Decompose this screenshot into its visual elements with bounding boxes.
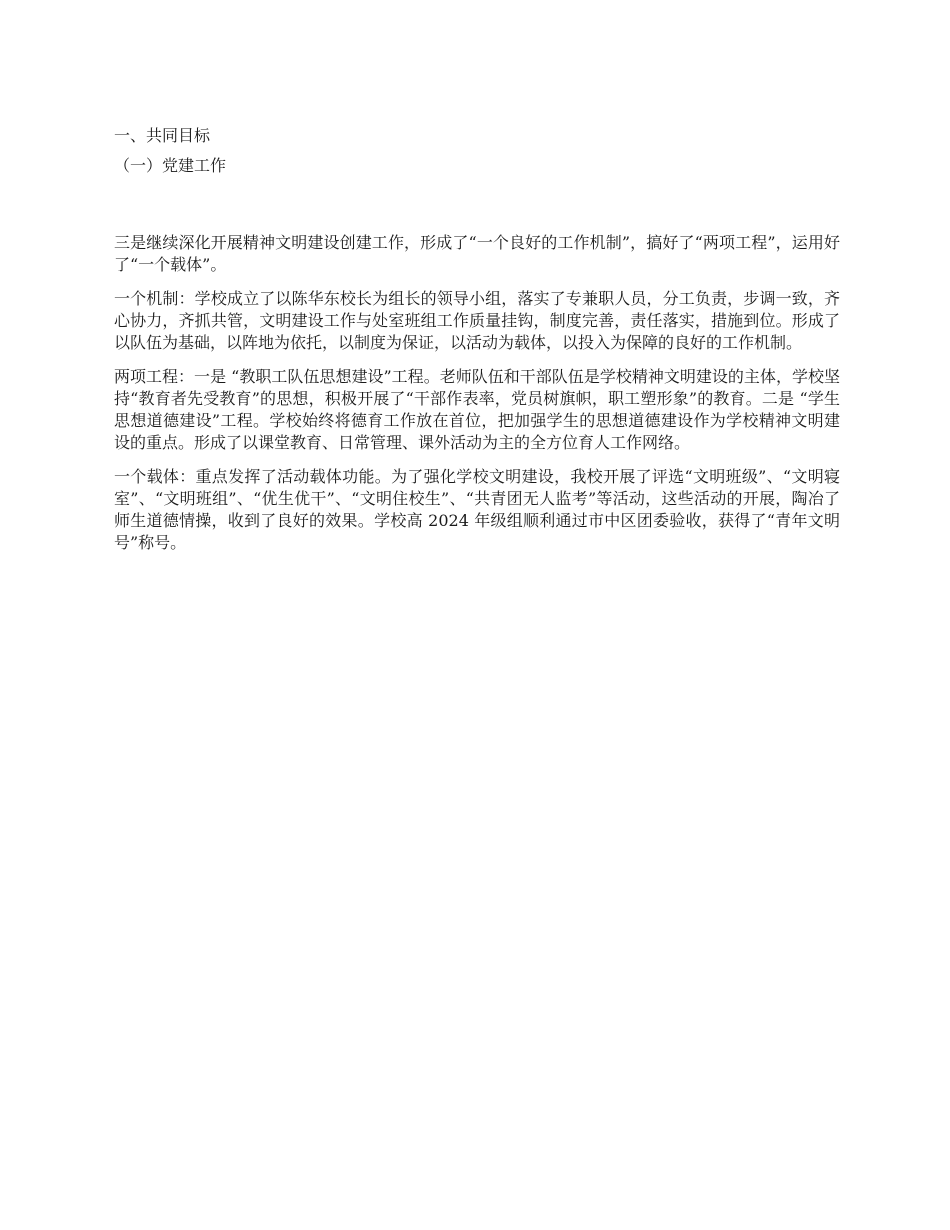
section-heading: 一、共同目标 [114, 126, 211, 145]
paragraph-two-projects: 两项工程：一是 “教职工队伍思想建设”工程。老师队伍和干部队伍是学校精神文明建设的主体，学校坚持“教育者先受教育”的思想，积极开展了“干部作表率，党员树旗帜，职工塑形象”的教育。二是 “学生思想道德建设”工程。学校始终将德育工作放在首位，把加强学生的思想道德建设作为学校精神文明建设的重点。形成了以课堂教育、日常管理、课外活动为主的全方位育人工作网络。 [114, 367, 840, 452]
paragraph-intro: 三是继续深化开展精神文明建设创建工作，形成了“一个良好的工作机制”，搞好了“两项工程”，运用好了“一个载体”。 [114, 233, 840, 274]
document-page [114, 124, 840, 566]
sub-heading: （一）党建工作 [114, 156, 227, 175]
blank-gap [114, 178, 840, 232]
paragraph-carrier: 一个载体：重点发挥了活动载体功能。为了强化学校文明建设，我校开展了评选“文明班级”、“文明寝室”、“文明班组”、“优生优干”、“文明住校生”、“共青团无人监考”等活动，这些活动的开展，陶冶了师生道德情操，收到了良好的效果。学校高 2024 年级组顺利通过市中区团委验收，获得了“青年文明号”称号。 [114, 467, 840, 552]
paragraph-mechanism: 一个机制：学校成立了以陈华东校长为组长的领导小组，落实了专兼职人员，分工负责，步调一致，齐心协力，齐抓共管，文明建设工作与处室班组工作质量挂钩，制度完善，责任落实，措施到位。形成了以队伍为基础，以阵地为依托，以制度为保证，以活动为载体，以投入为保障的良好的工作机制。 [114, 289, 840, 352]
